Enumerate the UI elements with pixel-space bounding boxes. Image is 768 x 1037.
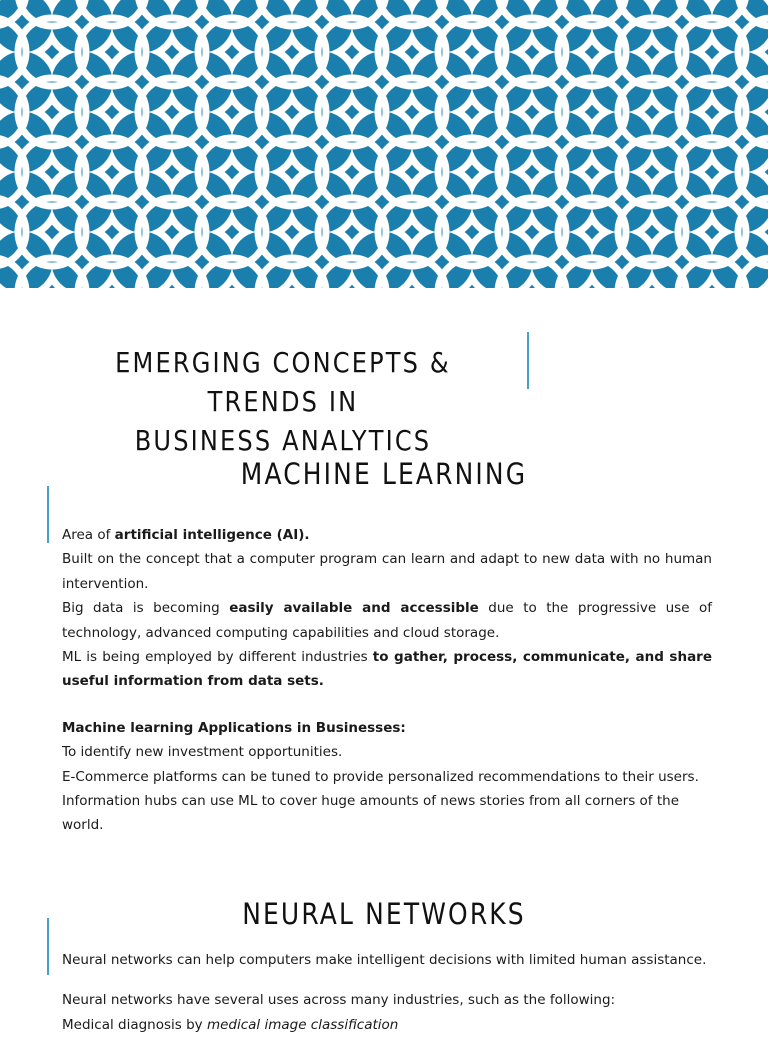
title-accent-bar (527, 332, 529, 389)
nn-paragraph-medical: Medical diagnosis by medical image classification (62, 1016, 399, 1033)
title-line-2: BUSINESS ANALYTICS (134, 424, 432, 457)
neural-networks-heading: NEURAL NETWORKS (242, 897, 526, 931)
ml-application-item: Information hubs can use ML to cover huge amounts of news stories from all corners of the world. (62, 793, 679, 834)
title-line-1: EMERGING CONCEPTS & TRENDS IN (115, 346, 451, 418)
machine-learning-heading: MACHINE LEARNING (240, 457, 528, 491)
ml-paragraph-ai: Area of artificial intelligence (AI). (62, 527, 310, 543)
page-title (74, 343, 492, 460)
machine-learning-body (62, 523, 712, 838)
ml-paragraph-industries: ML is being employed by different industries to gather, process, communicate, and share useful information from data sets. (62, 649, 712, 690)
ml-application-item: To identify new investment opportunities. (62, 744, 343, 761)
ml-accent-bar (47, 486, 49, 543)
nn-accent-bar (47, 918, 49, 975)
nn-paragraph-decisions: Neural networks can help computers make intelligent decisions with limited human assistance. (62, 952, 707, 968)
ml-paragraph-concept: Built on the concept that a computer program can learn and adapt to new data with no human intervention. (62, 551, 712, 592)
ml-applications-heading: Machine learning Applications in Businesses: (62, 719, 406, 736)
banner-ring-pattern (0, 0, 768, 288)
ml-paragraph-big-data: Big data is becoming easily available and accessible due to the progressive use of technology, advanced computing capabilities and cloud storage. (62, 600, 712, 641)
nn-paragraph-uses: Neural networks have several uses across many industries, such as the following: (62, 992, 616, 1009)
decorative-pattern-banner (0, 0, 768, 288)
ml-application-item: E-Commerce platforms can be tuned to provide personalized recommendations to their users. (62, 768, 699, 785)
